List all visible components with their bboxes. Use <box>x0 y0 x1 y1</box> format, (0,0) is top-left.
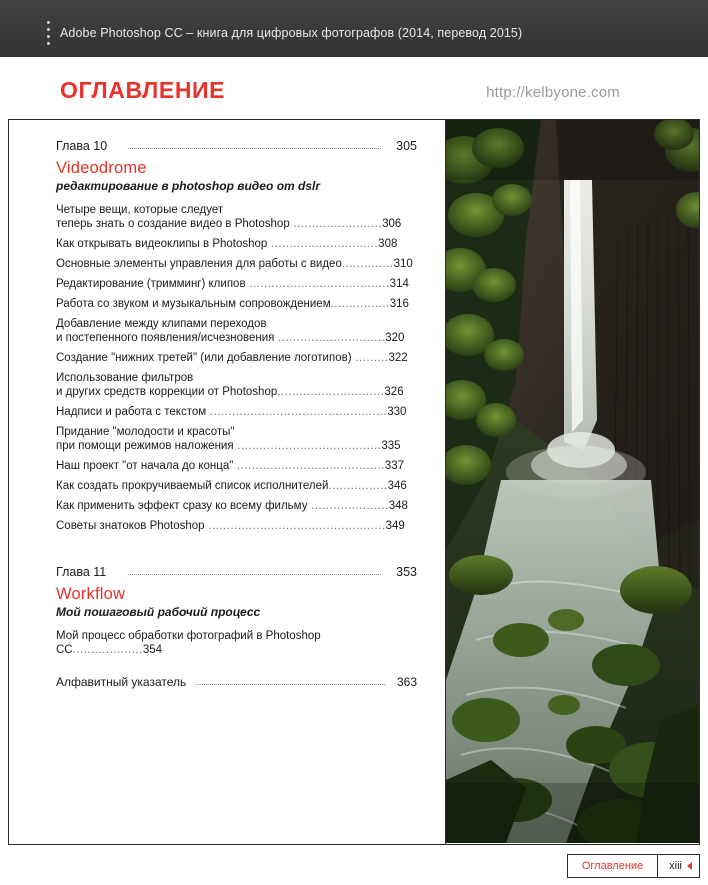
leader-dots: ................... <box>72 644 143 656</box>
chapter-heading-row[interactable] <box>56 565 417 582</box>
leader-dots: ........................ <box>289 218 383 230</box>
page-title: ОГЛАВЛЕНИЕ <box>60 77 226 103</box>
toc-entry-page: 308 <box>378 238 398 250</box>
toc-entry-page: 326 <box>384 386 404 398</box>
toc-entry-text: Основные элементы управления для работы с видео <box>56 258 342 270</box>
waterfall-photo <box>446 120 699 843</box>
toc-entry[interactable] <box>56 519 417 533</box>
footer-nav[interactable] <box>567 854 700 878</box>
toc-entry-text: Мой процесс обработки фотографий в Photoshop CC <box>56 630 321 656</box>
leader-dots: ............................. <box>267 238 379 250</box>
leader-dots: ........................................ <box>233 460 385 472</box>
leader-dots: .............. <box>341 258 394 270</box>
leader-dots: ....................................... <box>233 440 382 452</box>
page-number-text: xiii <box>669 860 682 872</box>
toc-entry-line1: Четыре вещи, которые следует <box>56 204 224 216</box>
window-title: Adobe Photoshop CC – книга для цифровых фотографов (2014, перевод 2015) <box>60 26 523 40</box>
toc-entry[interactable] <box>56 297 417 311</box>
table-of-contents <box>9 119 445 844</box>
chapter-page: 353 <box>396 565 417 579</box>
chapter-subtitle: Мой пошаговый рабочий процесс <box>56 605 261 619</box>
photo-illustration <box>446 120 699 843</box>
toc-entry[interactable] <box>56 257 417 271</box>
leader-dots: ..................... <box>307 500 389 512</box>
toc-entry-line1: Придание "молодости и красоты" <box>56 426 235 438</box>
toc-entry-page: 335 <box>381 440 401 452</box>
leader-dots: ......... <box>351 352 389 364</box>
toc-entry[interactable] <box>56 351 417 365</box>
page-footer <box>8 844 700 884</box>
toc-entry[interactable] <box>56 277 417 291</box>
index-page: 363 <box>396 675 417 689</box>
toc-entry[interactable] <box>56 317 417 345</box>
chapter-block <box>56 139 417 533</box>
index-entry[interactable] <box>56 675 417 693</box>
toc-entry-text: Надписи и работа с текстом <box>56 406 207 418</box>
toc-entry-line1: Добавление между клипами переходов <box>56 318 267 330</box>
leader-dots: ............................. <box>274 332 386 344</box>
leader-dots <box>196 684 385 685</box>
toc-entry[interactable] <box>56 459 417 473</box>
toc-entry-page: 320 <box>385 332 405 344</box>
leader-dots: ................................................ <box>206 406 388 418</box>
toc-entry-text: теперь знать о создание видео в Photoshop <box>56 218 290 230</box>
page-header <box>0 77 708 125</box>
chapter-heading-row[interactable] <box>56 139 417 156</box>
toc-entry-text: Советы знатоков Photoshop <box>56 520 205 532</box>
toc-entry-page: 346 <box>387 480 407 492</box>
chapter-subtitle: редактирование в photoshop видео от dslr <box>56 179 321 193</box>
toc-entry[interactable] <box>56 499 417 513</box>
toc-entry[interactable] <box>56 405 417 419</box>
chapter-block <box>56 565 417 657</box>
toc-entry-page: 348 <box>388 500 408 512</box>
leader-dots: ...................................... <box>245 278 390 290</box>
toc-entry[interactable] <box>56 425 417 453</box>
leader-dots: ................................................ <box>204 520 386 532</box>
toc-entry[interactable] <box>56 371 417 399</box>
leader-dots: ............................. <box>277 386 385 398</box>
toc-entry[interactable] <box>56 203 417 231</box>
toc-entry[interactable] <box>56 479 417 493</box>
chapter-label: Глава 10 <box>56 139 108 153</box>
toc-entry-text: Как применить эффект сразу ко всему фильму <box>56 500 308 512</box>
toc-entry-text: Создание "нижних третей" (или добавление логотипов) <box>56 352 352 364</box>
leader-dots: ................ <box>328 480 388 492</box>
toc-entry-text: Как открывать видеоклипы в Photoshop <box>56 238 268 250</box>
toc-entry-page: 354 <box>142 644 163 656</box>
toc-entry-text: Редактирование (тримминг) клипов <box>56 278 246 290</box>
toc-entry-text: и постепенного появления/исчезновения <box>56 332 275 344</box>
toc-entry-text: Работа со звуком и музыкальным сопровождением <box>56 298 331 310</box>
toc-entry-page: 337 <box>384 460 404 472</box>
toc-entry-text: и других средств коррекции от Photoshop <box>56 386 278 398</box>
toc-entry-page: 314 <box>389 278 409 290</box>
site-url[interactable]: http://kelbyone.com <box>486 84 620 101</box>
chapter-page: 305 <box>396 139 417 153</box>
drag-handle-icon[interactable] <box>47 21 51 39</box>
chapter-label: Глава 11 <box>56 565 107 579</box>
page-body <box>0 57 708 885</box>
index-label: Алфавитный указатель <box>56 675 187 689</box>
toc-entry-line1: Использование фильтров <box>56 372 194 384</box>
toc-entry-text: Наш проект "от начала до конца" <box>56 460 234 472</box>
toc-entry-page: 330 <box>387 406 407 418</box>
toc-entry[interactable] <box>56 629 417 657</box>
chapter-name: Workflow <box>56 585 126 603</box>
toc-entry-text: Как создать прокручиваемый список исполнителей <box>56 480 329 492</box>
leader-dots: ................ <box>330 298 390 310</box>
footer-page-number[interactable] <box>658 855 699 877</box>
toc-entry-text: при помощи режимов наложения <box>56 440 234 452</box>
footer-section-label: Оглавление <box>568 855 658 877</box>
spacer <box>56 539 417 565</box>
toc-entry-page: 310 <box>393 258 413 270</box>
leader-dots <box>128 574 381 575</box>
toc-entry[interactable] <box>56 237 417 251</box>
leader-dots <box>128 148 381 149</box>
toc-entry-page: 316 <box>389 298 409 310</box>
title-bar <box>0 0 708 57</box>
toc-entry-page: 306 <box>382 218 402 230</box>
toc-entry-page: 349 <box>385 520 405 532</box>
chapter-name: Videodrome <box>56 159 147 177</box>
prev-page-icon[interactable] <box>687 862 692 870</box>
toc-entry-page: 322 <box>388 352 408 364</box>
